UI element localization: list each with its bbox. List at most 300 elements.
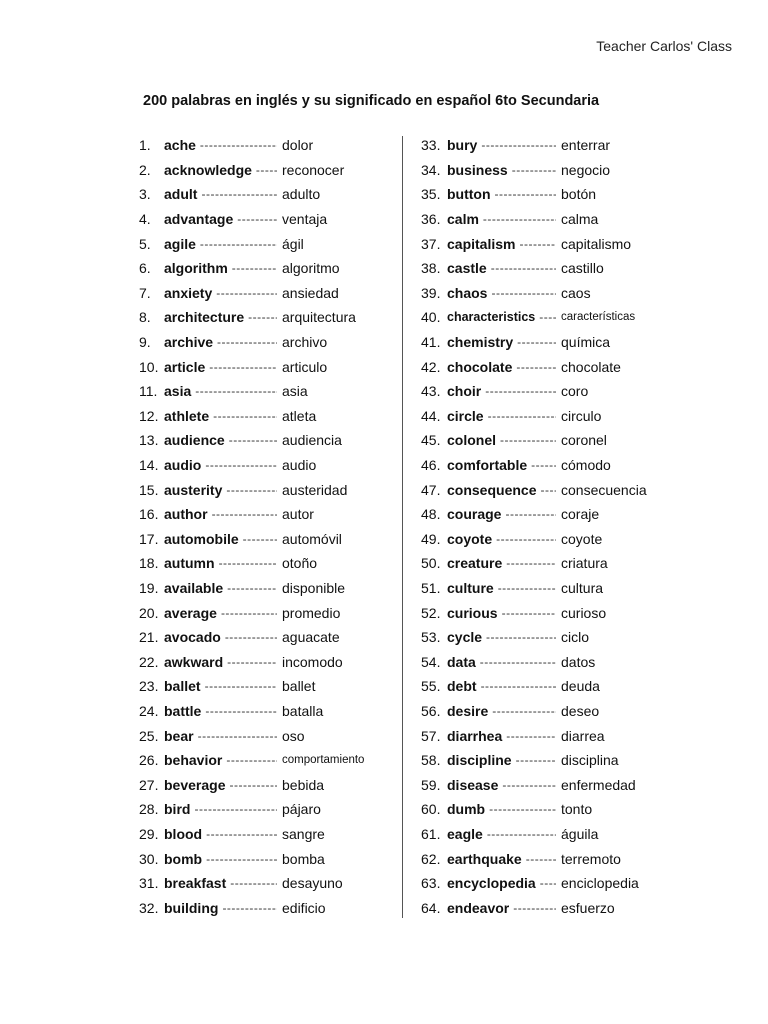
dash-leader: [495, 187, 556, 201]
entry-number: 31.: [139, 875, 159, 892]
vocabulary-entry: [421, 133, 681, 158]
dash-leader: [485, 384, 556, 398]
english-word: behavior: [164, 752, 223, 769]
vocabulary-entry: [421, 207, 681, 232]
english-word: circle: [447, 407, 484, 424]
english-word: audio: [164, 457, 202, 474]
entry-number: 44.: [421, 407, 441, 424]
english-word: button: [447, 186, 491, 203]
entry-number: 45.: [421, 432, 441, 449]
entry-number: 46.: [421, 457, 441, 474]
english-word: coyote: [447, 530, 493, 547]
vocabulary-entry: [139, 182, 394, 207]
vocabulary-entry: [421, 354, 681, 379]
english-word: algorithm: [164, 260, 228, 277]
entry-number: 23.: [139, 678, 159, 695]
dash-leader: [226, 483, 277, 497]
spanish-meaning: comportamiento: [282, 754, 365, 767]
entry-number: 8.: [139, 309, 151, 326]
spanish-meaning: atleta: [282, 407, 317, 424]
dash-leader: [227, 581, 277, 595]
dash-leader: [221, 606, 277, 620]
vocabulary-entry: [139, 231, 394, 256]
english-word: choir: [447, 383, 482, 400]
english-word: bomb: [164, 850, 203, 867]
vocabulary-entry: [421, 895, 681, 920]
dash-leader: [531, 458, 556, 472]
english-word: ache: [164, 137, 196, 154]
dash-leader: [219, 556, 277, 570]
spanish-meaning: tonto: [561, 801, 593, 818]
vocabulary-entry: [421, 453, 681, 478]
english-word: comfortable: [447, 457, 528, 474]
entry-number: 18.: [139, 555, 159, 572]
entry-number: 58.: [421, 752, 441, 769]
entry-number: 12.: [139, 407, 159, 424]
dash-leader: [227, 655, 277, 669]
entry-number: 33.: [421, 137, 441, 154]
dash-leader: [194, 802, 277, 816]
entry-number: 47.: [421, 481, 441, 498]
spanish-meaning: oso: [282, 727, 305, 744]
english-word: article: [164, 358, 206, 375]
english-word: disease: [447, 776, 499, 793]
english-word: available: [164, 579, 224, 596]
english-word: endeavor: [447, 899, 510, 916]
spanish-meaning: pájaro: [282, 801, 321, 818]
dash-leader: [502, 606, 556, 620]
dash-leader: [205, 704, 277, 718]
vocabulary-entry: [421, 182, 681, 207]
english-word: calm: [447, 211, 479, 228]
vocabulary-entry: [139, 895, 394, 920]
spanish-meaning: incomodo: [282, 653, 343, 670]
vocabulary-entry: [421, 797, 681, 822]
vocabulary-entry: [139, 354, 394, 379]
vocabulary-entry: [421, 231, 681, 256]
dash-leader: [498, 581, 556, 595]
english-word: archive: [164, 334, 214, 351]
dash-leader: [486, 630, 556, 644]
spanish-meaning: austeridad: [282, 481, 348, 498]
english-word: ballet: [164, 678, 201, 695]
vocabulary-entry: [139, 649, 394, 674]
english-word: encyclopedia: [447, 875, 536, 892]
dash-leader: [505, 507, 556, 521]
english-word: autumn: [164, 555, 215, 572]
entry-number: 54.: [421, 653, 441, 670]
dash-leader: [496, 532, 556, 546]
vocabulary-entry: [139, 600, 394, 625]
entry-number: 59.: [421, 776, 441, 793]
dash-leader: [217, 335, 277, 349]
vocabulary-entry: [421, 256, 681, 281]
spanish-meaning: audio: [282, 457, 317, 474]
spanish-meaning: características: [561, 311, 636, 324]
english-word: dumb: [447, 801, 486, 818]
english-word: culture: [447, 579, 494, 596]
vocabulary-entry: [421, 748, 681, 773]
dash-leader: [491, 286, 556, 300]
spanish-meaning: bomba: [282, 850, 325, 867]
english-word: acknowledge: [164, 161, 252, 178]
entry-number: 35.: [421, 186, 441, 203]
dash-leader: [492, 704, 556, 718]
entry-number: 34.: [421, 161, 441, 178]
dash-leader: [491, 261, 556, 275]
spanish-meaning: castillo: [561, 260, 604, 277]
english-word: colonel: [447, 432, 497, 449]
entry-number: 24.: [139, 702, 159, 719]
dash-leader: [517, 335, 556, 349]
english-word: debt: [447, 678, 477, 695]
spanish-meaning: circulo: [561, 407, 602, 424]
entry-number: 7.: [139, 284, 151, 301]
english-word: avocado: [164, 629, 221, 646]
entry-number: 60.: [421, 801, 441, 818]
dash-leader: [229, 778, 277, 792]
entry-number: 55.: [421, 678, 441, 695]
dash-leader: [526, 852, 556, 866]
entry-number: 38.: [421, 260, 441, 277]
english-word: desire: [447, 702, 489, 719]
spanish-meaning: enterrar: [561, 137, 611, 154]
spanish-meaning: bebida: [282, 776, 325, 793]
entry-number: 62.: [421, 850, 441, 867]
english-word: advantage: [164, 211, 234, 228]
english-word: battle: [164, 702, 202, 719]
spanish-meaning: ansiedad: [282, 284, 339, 301]
dash-leader: [201, 187, 277, 201]
spanish-meaning: dolor: [282, 137, 314, 154]
column-divider: [402, 136, 403, 918]
spanish-meaning: disponible: [282, 579, 346, 596]
english-word: consequence: [447, 481, 537, 498]
dash-leader: [205, 458, 277, 472]
spanish-meaning: caos: [561, 284, 591, 301]
dash-leader: [200, 138, 277, 152]
english-word: eagle: [447, 825, 483, 842]
entry-number: 37.: [421, 235, 441, 252]
vocabulary-entry: [421, 600, 681, 625]
entry-number: 48.: [421, 506, 441, 523]
english-word: adult: [164, 186, 198, 203]
entry-number: 13.: [139, 432, 159, 449]
vocabulary-entry: [139, 453, 394, 478]
spanish-meaning: cultura: [561, 579, 604, 596]
english-word: agile: [164, 235, 196, 252]
spanish-meaning: botón: [561, 186, 597, 203]
entry-number: 53.: [421, 629, 441, 646]
vocabulary-entry: [139, 625, 394, 650]
dash-leader: [222, 901, 277, 915]
dash-leader: [205, 679, 277, 693]
spanish-meaning: capitalismo: [561, 235, 632, 252]
entry-number: 43.: [421, 383, 441, 400]
english-word: austerity: [164, 481, 223, 498]
entry-number: 14.: [139, 457, 159, 474]
vocabulary-entry: [421, 871, 681, 896]
spanish-meaning: otoño: [282, 555, 318, 572]
spanish-meaning: águila: [561, 825, 599, 842]
english-word: asia: [164, 383, 192, 400]
spanish-meaning: asia: [282, 383, 308, 400]
spanish-meaning: terremoto: [561, 850, 621, 867]
dash-leader: [198, 729, 277, 743]
vocabulary-entry: [421, 772, 681, 797]
spanish-meaning: diarrea: [561, 727, 605, 744]
english-word: business: [447, 161, 508, 178]
dash-leader: [248, 310, 277, 324]
english-word: awkward: [164, 653, 224, 670]
dash-leader: [513, 901, 556, 915]
english-word: chocolate: [447, 358, 513, 375]
vocabulary-entry: [139, 551, 394, 576]
spanish-meaning: cómodo: [561, 457, 611, 474]
vocabulary-entry: [421, 846, 681, 871]
english-word: earthquake: [447, 850, 522, 867]
english-word: courage: [447, 506, 502, 523]
spanish-meaning: deseo: [561, 702, 600, 719]
dash-leader: [206, 852, 277, 866]
dash-leader: [229, 433, 277, 447]
entry-number: 63.: [421, 875, 441, 892]
vocabulary-entry: [139, 404, 394, 429]
vocabulary-entry: [421, 551, 681, 576]
vocabulary-entry: [139, 822, 394, 847]
spanish-meaning: archivo: [282, 334, 328, 351]
spanish-meaning: datos: [561, 653, 596, 670]
entry-number: 26.: [139, 752, 159, 769]
vocabulary-entry: [421, 576, 681, 601]
dash-leader: [539, 310, 556, 324]
dash-leader: [232, 261, 277, 275]
vocabulary-entry: [139, 158, 394, 183]
dash-leader: [226, 753, 277, 767]
entry-number: 6.: [139, 260, 151, 277]
vocabulary-entry: [139, 576, 394, 601]
english-word: cycle: [447, 629, 483, 646]
class-name: Teacher Carlos' Class: [596, 38, 732, 54]
dash-leader: [212, 507, 277, 521]
entry-number: 20.: [139, 604, 159, 621]
spanish-meaning: adulto: [282, 186, 321, 203]
entry-number: 56.: [421, 702, 441, 719]
english-word: architecture: [164, 309, 245, 326]
spanish-meaning: ventaja: [282, 211, 328, 228]
entry-number: 28.: [139, 801, 159, 818]
spanish-meaning: coronel: [561, 432, 607, 449]
spanish-meaning: audiencia: [282, 432, 342, 449]
vocabulary-entry: [421, 527, 681, 552]
english-word: curious: [447, 604, 498, 621]
vocabulary-entry: [421, 649, 681, 674]
entry-number: 19.: [139, 579, 159, 596]
dash-leader: [481, 679, 556, 693]
vocabulary-entry: [139, 797, 394, 822]
dash-leader: [488, 409, 556, 423]
vocabulary-entry: [421, 158, 681, 183]
vocabulary-entry: [139, 871, 394, 896]
entry-number: 49.: [421, 530, 441, 547]
english-word: capitalism: [447, 235, 516, 252]
entry-number: 32.: [139, 899, 159, 916]
vocabulary-entry: [421, 404, 681, 429]
spanish-meaning: ágil: [282, 235, 304, 252]
dash-leader: [540, 876, 556, 890]
dash-leader: [216, 286, 277, 300]
entry-number: 36.: [421, 211, 441, 228]
entry-number: 16.: [139, 506, 159, 523]
spanish-meaning: autor: [282, 506, 314, 523]
english-word: characteristics: [447, 310, 536, 325]
english-word: castle: [447, 260, 487, 277]
dash-leader: [243, 532, 277, 546]
entry-number: 29.: [139, 825, 159, 842]
dash-leader: [206, 827, 277, 841]
spanish-meaning: articulo: [282, 358, 328, 375]
spanish-meaning: química: [561, 334, 611, 351]
dash-leader: [487, 827, 556, 841]
spanish-meaning: reconocer: [282, 161, 345, 178]
spanish-meaning: ballet: [282, 678, 316, 695]
english-word: author: [164, 506, 208, 523]
entry-number: 21.: [139, 629, 159, 646]
entry-number: 9.: [139, 334, 151, 351]
vocabulary-entry: [421, 281, 681, 306]
dash-leader: [195, 384, 277, 398]
entry-number: 51.: [421, 579, 441, 596]
vocabulary-entry: [421, 674, 681, 699]
spanish-meaning: calma: [561, 211, 599, 228]
dash-leader: [480, 655, 556, 669]
vocabulary-entry: [139, 772, 394, 797]
spanish-meaning: chocolate: [561, 358, 621, 375]
spanish-meaning: negocio: [561, 161, 611, 178]
entry-number: 5.: [139, 235, 151, 252]
english-word: bird: [164, 801, 191, 818]
english-word: beverage: [164, 776, 226, 793]
vocabulary-entry: [139, 846, 394, 871]
english-word: average: [164, 604, 217, 621]
entry-number: 39.: [421, 284, 441, 301]
dash-leader: [483, 212, 556, 226]
page-title: 200 palabras en inglés y su significado en español 6to Secundaria: [143, 93, 600, 109]
spanish-meaning: coro: [561, 383, 589, 400]
entry-number: 10.: [139, 358, 159, 375]
entry-number: 57.: [421, 727, 441, 744]
entry-number: 15.: [139, 481, 159, 498]
entry-number: 3.: [139, 186, 151, 203]
vocabulary-entry: [139, 207, 394, 232]
dash-leader: [200, 237, 277, 251]
entry-number: 1.: [139, 137, 151, 154]
spanish-meaning: coyote: [561, 530, 603, 547]
english-word: breakfast: [164, 875, 227, 892]
spanish-meaning: enciclopedia: [561, 875, 639, 892]
dash-leader: [506, 729, 556, 743]
vocabulary-entry: [139, 527, 394, 552]
dash-leader: [481, 138, 556, 152]
vocabulary-entry: [139, 281, 394, 306]
english-word: discipline: [447, 752, 512, 769]
spanish-meaning: sangre: [282, 825, 325, 842]
spanish-meaning: esfuerzo: [561, 899, 615, 916]
entry-number: 41.: [421, 334, 441, 351]
vocabulary-entry: [139, 330, 394, 355]
vocabulary-column-left: [139, 133, 394, 920]
entry-number: 25.: [139, 727, 159, 744]
english-word: audience: [164, 432, 225, 449]
vocabulary-entry: [421, 625, 681, 650]
spanish-meaning: criatura: [561, 555, 608, 572]
english-word: athlete: [164, 407, 210, 424]
english-word: bear: [164, 727, 194, 744]
english-word: chaos: [447, 284, 488, 301]
spanish-meaning: deuda: [561, 678, 600, 695]
spanish-meaning: automóvil: [282, 530, 342, 547]
spanish-meaning: consecuencia: [561, 481, 647, 498]
dash-leader: [502, 778, 556, 792]
entry-number: 61.: [421, 825, 441, 842]
vocabulary-entry: [421, 330, 681, 355]
dash-leader: [519, 237, 556, 251]
spanish-meaning: aguacate: [282, 629, 340, 646]
english-word: creature: [447, 555, 503, 572]
english-word: data: [447, 653, 476, 670]
entry-number: 50.: [421, 555, 441, 572]
spanish-meaning: curioso: [561, 604, 607, 621]
dash-leader: [500, 433, 556, 447]
entry-number: 42.: [421, 358, 441, 375]
spanish-meaning: ciclo: [561, 629, 590, 646]
vocabulary-entry: [421, 822, 681, 847]
spanish-meaning: algoritmo: [282, 260, 340, 277]
spanish-meaning: disciplina: [561, 752, 619, 769]
english-word: building: [164, 899, 219, 916]
spanish-meaning: arquitectura: [282, 309, 356, 326]
vocabulary-entry: [139, 477, 394, 502]
dash-leader: [237, 212, 277, 226]
english-word: anxiety: [164, 284, 213, 301]
spanish-meaning: edificio: [282, 899, 326, 916]
entry-number: 27.: [139, 776, 159, 793]
vocabulary-entry: [421, 305, 681, 330]
vocabulary-entry: [421, 477, 681, 502]
entry-number: 4.: [139, 211, 151, 228]
entry-number: 17.: [139, 530, 159, 547]
vocabulary-entry: [421, 502, 681, 527]
spanish-meaning: coraje: [561, 506, 600, 523]
dash-leader: [230, 876, 277, 890]
dash-leader: [489, 802, 556, 816]
english-word: automobile: [164, 530, 239, 547]
vocabulary-entry: [139, 699, 394, 724]
dash-leader: [516, 753, 556, 767]
entry-number: 64.: [421, 899, 441, 916]
dash-leader: [213, 409, 277, 423]
vocabulary-entry: [421, 379, 681, 404]
vocabulary-entry: [139, 428, 394, 453]
entry-number: 2.: [139, 161, 151, 178]
english-word: chemistry: [447, 334, 514, 351]
vocabulary-entry: [421, 723, 681, 748]
entry-number: 11.: [139, 383, 158, 400]
dash-leader: [512, 163, 556, 177]
vocabulary-entry: [139, 133, 394, 158]
dash-leader: [516, 360, 556, 374]
dash-leader: [209, 360, 277, 374]
